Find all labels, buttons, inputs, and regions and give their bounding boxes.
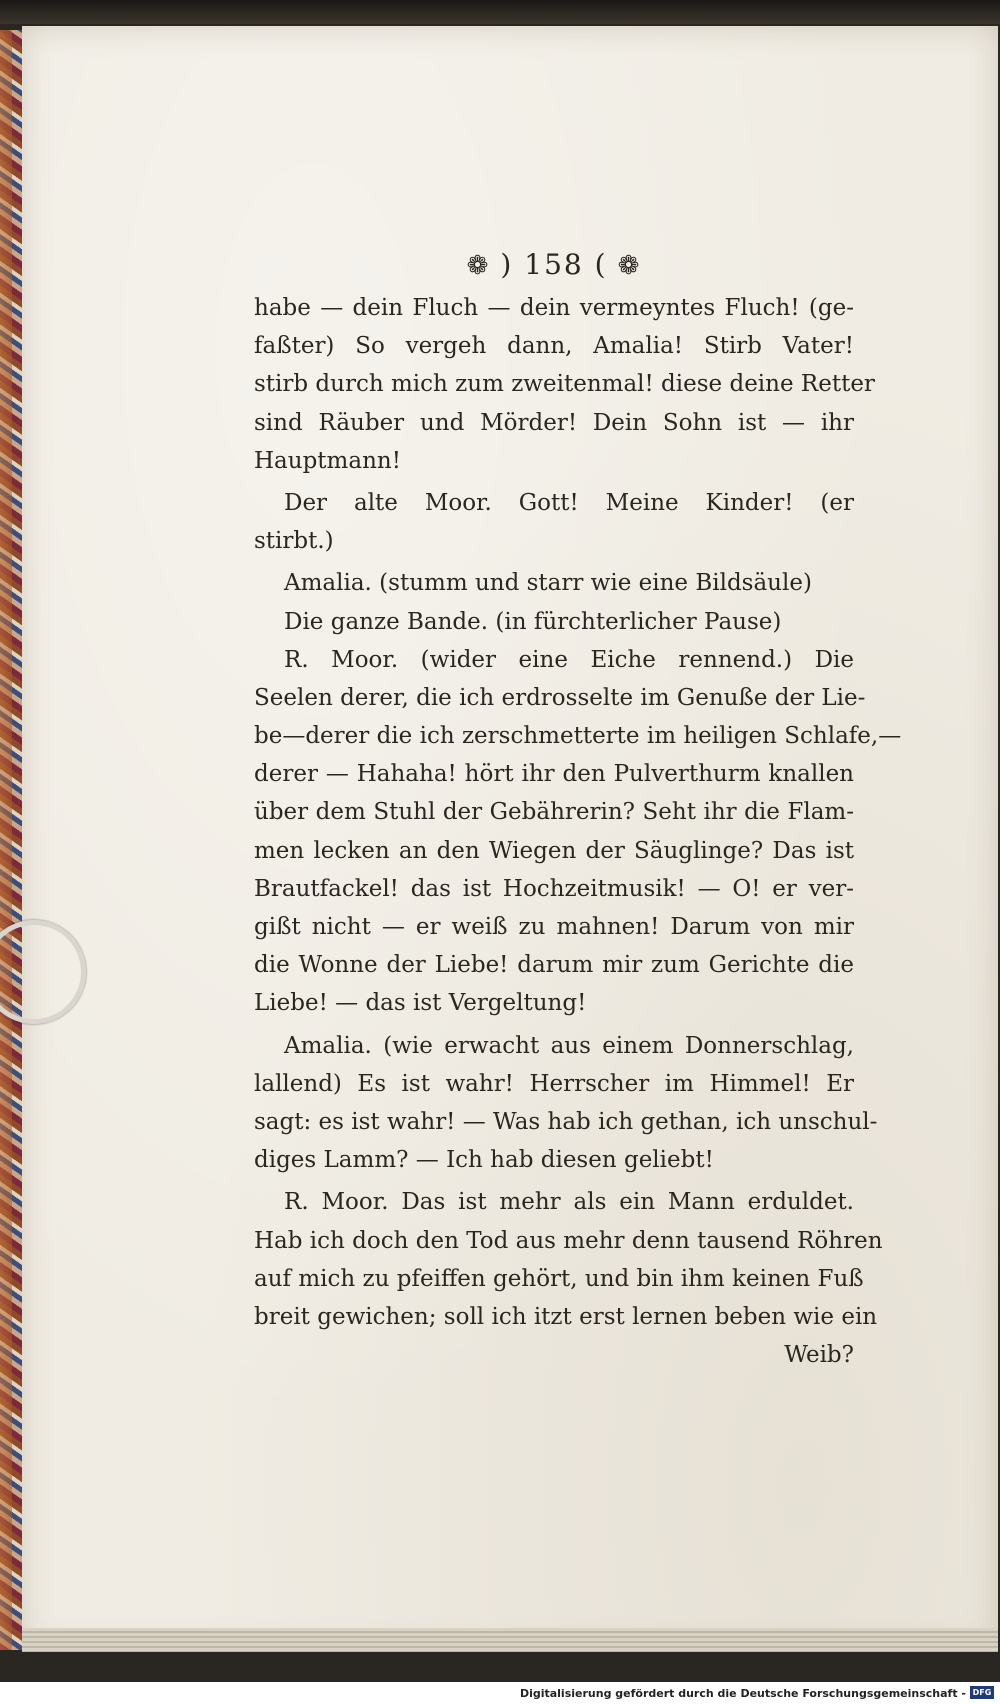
text-line: men lecken an den Wiegen der Säuglinge? Das ist	[254, 837, 854, 864]
text-line: Hauptmann!	[254, 447, 401, 474]
text-line: lallend) Es ist wahr! Herrscher im Himmel! Er	[254, 1070, 854, 1097]
text-line: Hab ich doch den Tod aus mehr denn tausend Röhren	[254, 1227, 883, 1254]
text-line: breit gewichen; soll ich itzt erst lernen beben wie ein	[254, 1303, 878, 1330]
text-line: Weib?	[784, 1342, 854, 1369]
text-line: R. Moor. Das ist mehr als ein Mann erduldet.	[284, 1189, 854, 1216]
text-line: sind Räuber und Mörder! Dein Sohn ist — ihr	[254, 409, 854, 436]
text-line: auf mich zu pfeiffen gehört, und bin ihm keinen Fuß	[254, 1265, 864, 1292]
text-line: Die ganze Bande. (in fürchterlicher Pause)	[284, 608, 782, 635]
text-line: be—derer die ich zerschmetterte im heiligen Schlafe,—	[254, 723, 902, 750]
text-line: die Wonne der Liebe! darum mir zum Gerichte die	[254, 952, 854, 979]
top-shadow	[0, 0, 1000, 24]
text-line: Liebe! — das ist Vergeltung!	[254, 990, 587, 1017]
text-line: R. Moor. (wider eine Eiche rennend.) Die	[284, 646, 854, 673]
text-line: über dem Stuhl der Gebährerin? Seht ihr die Flam-	[254, 799, 854, 826]
text-line: stirb durch mich zum zweitenmal! diese deine Retter	[254, 371, 875, 398]
text-line: Amalia. (stumm und starr wie eine Bildsäule)	[284, 570, 812, 597]
text-line: diges Lamm? — Ich hab diesen geliebt!	[254, 1147, 714, 1174]
text-line: stirbt.)	[254, 528, 334, 555]
cover-edge	[0, 30, 12, 1650]
text-line: Brautfackel! das ist Hochzeitmusik! — O! er ver-	[254, 875, 854, 902]
page-header	[254, 248, 854, 281]
digitization-credit: Digitalisierung gefördert durch die Deutsche Forschungsgemeinschaft -	[519, 1687, 966, 1700]
header-close: (	[594, 248, 608, 281]
text-line: derer — Hahaha! hört ihr den Pulverthurm knallen	[254, 761, 854, 788]
text-line: Amalia. (wie erwacht aus einem Donnerschlag,	[284, 1032, 854, 1059]
text-line: Der alte Moor. Gott! Meine Kinder! (er	[284, 489, 854, 516]
text-line: habe — dein Fluch — dein vermeyntes Fluch! (ge-	[254, 295, 854, 321]
text-line: Seelen derer, die ich erdrosselte im Genuße der Lie-	[254, 684, 866, 711]
flower-ornament-icon: ❁	[466, 251, 491, 281]
page-number: 158	[524, 248, 584, 281]
page-text	[254, 248, 902, 1374]
text-line: gißt nicht — er weiß zu mahnen! Darum von mir	[254, 914, 854, 940]
text-line: faßter) So vergeh dann, Amalia! Stirb Vater!	[254, 333, 854, 360]
text-line: sagt: es ist wahr! — Was hab ich gethan, ich unschul-	[254, 1108, 878, 1135]
page-edges	[22, 1628, 998, 1652]
flower-ornament-icon: ❁	[617, 251, 642, 281]
header-open: )	[500, 248, 514, 281]
dfg-logo: DFG	[970, 1686, 994, 1699]
